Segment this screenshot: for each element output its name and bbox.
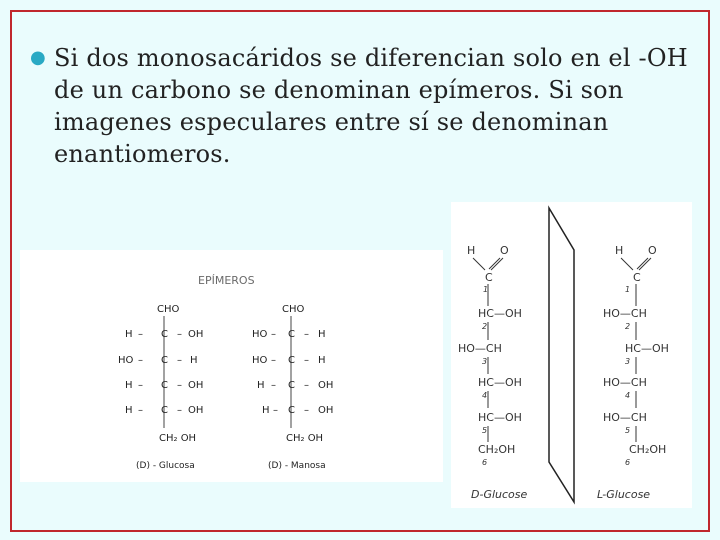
manosa-bottom: CH₂ OH xyxy=(286,433,324,444)
l-row-1: HO—CH xyxy=(603,307,647,320)
glucosa-r4-right: OH xyxy=(188,405,204,416)
manosa-r1-right: H xyxy=(318,329,326,340)
manosa-r3-right: OH xyxy=(318,380,334,391)
d-top-h: H xyxy=(467,244,476,257)
manosa-r2-left: HO xyxy=(252,355,268,366)
l-num-1: 1 xyxy=(625,285,631,294)
svg-text:–: – xyxy=(304,355,309,366)
glucosa-r4-c: C xyxy=(161,405,168,416)
svg-text:–: – xyxy=(177,329,182,340)
svg-text:–: – xyxy=(177,355,182,366)
manosa-label: (D) - Manosa xyxy=(268,461,326,471)
l-num-5: 5 xyxy=(625,426,631,435)
d-top-c: C xyxy=(485,271,493,284)
glucosa-r4-left: H xyxy=(125,405,133,416)
d-row-2: HO—CH xyxy=(458,342,502,355)
svg-text:–: – xyxy=(177,405,182,416)
svg-text:–: – xyxy=(273,405,278,416)
glucosa-top: CHO xyxy=(157,304,180,315)
bullet-text: Si dos monosacáridos se diferencian solo en el -OH de un carbono se denominan epímeros. Si son imagenes especulares entre sí se denominan enantiomeros. xyxy=(54,44,688,168)
manosa-r4-c: C xyxy=(288,405,295,416)
manosa-r3-left: H xyxy=(257,380,265,391)
enantiomeros-svg xyxy=(451,202,692,508)
glucosa-bottom: CH₂ OH xyxy=(159,433,197,444)
manosa-top: CHO xyxy=(282,304,305,315)
l-glucose-label: L-Glucose xyxy=(597,488,651,501)
svg-text:–: – xyxy=(304,329,309,340)
svg-text:–: – xyxy=(138,355,143,366)
glucosa-r2-right: H xyxy=(190,355,198,366)
svg-text:–: – xyxy=(271,329,276,340)
epimeros-svg xyxy=(20,250,443,482)
d-row-1: HC—OH xyxy=(478,307,522,320)
svg-text:–: – xyxy=(177,380,182,391)
glucosa-r1-right: OH xyxy=(188,329,204,340)
d-row-4: HC—OH xyxy=(478,411,522,424)
l-glucose-structure xyxy=(597,244,669,501)
d-row-3: HC—OH xyxy=(478,376,522,389)
epimeros-title: EPÍMEROS xyxy=(198,274,255,287)
l-num-6: 6 xyxy=(625,458,631,467)
d-num-6: 6 xyxy=(482,458,488,467)
svg-text:–: – xyxy=(271,355,276,366)
svg-text:–: – xyxy=(138,405,143,416)
svg-text:–: – xyxy=(138,329,143,340)
glucosa-label: (D) - Glucosa xyxy=(136,461,195,471)
glucosa-r3-left: H xyxy=(125,380,133,391)
manosa-r1-left: HO xyxy=(252,329,268,340)
l-top-c: C xyxy=(633,271,641,284)
bullet-item xyxy=(30,42,690,170)
svg-text:–: – xyxy=(304,405,309,416)
glucosa-r3-right: OH xyxy=(188,380,204,391)
d-num-1: 1 xyxy=(483,285,489,294)
d-num-2: 2 xyxy=(482,322,488,331)
mirror-plane xyxy=(549,208,574,502)
manosa-r3-c: C xyxy=(288,380,295,391)
manosa-r4-right: OH xyxy=(318,405,334,416)
glucosa-r2-c: C xyxy=(161,355,168,366)
d-glucose-label: D-Glucose xyxy=(471,488,528,501)
d-row-5: CH₂OH xyxy=(478,443,516,456)
l-top-o: O xyxy=(648,244,657,257)
glucosa-r3-c: C xyxy=(161,380,168,391)
d-glucose-structure xyxy=(458,244,528,501)
d-top-o: O xyxy=(500,244,509,257)
glucosa-structure xyxy=(118,304,203,471)
glucosa-r1-left: H xyxy=(125,329,133,340)
d-num-5: 5 xyxy=(482,426,488,435)
manosa-r2-right: H xyxy=(318,355,326,366)
epimeros-figure xyxy=(20,250,443,482)
svg-text:–: – xyxy=(271,380,276,391)
manosa-r2-c: C xyxy=(288,355,295,366)
l-row-4: HO—CH xyxy=(603,411,647,424)
bullet-icon: ● xyxy=(30,47,46,68)
l-top-h: H xyxy=(615,244,624,257)
manosa-structure xyxy=(252,304,333,471)
enantiomeros-figure xyxy=(451,202,692,508)
manosa-r4-left: H xyxy=(262,405,270,416)
l-num-2: 2 xyxy=(625,322,631,331)
svg-text:–: – xyxy=(304,380,309,391)
l-row-2: HC—OH xyxy=(625,342,669,355)
manosa-r1-c: C xyxy=(288,329,295,340)
svg-text:–: – xyxy=(138,380,143,391)
d-num-4: 4 xyxy=(482,391,488,400)
l-row-3: HO—CH xyxy=(603,376,647,389)
l-num-3: 3 xyxy=(625,357,631,366)
l-row-5: CH₂OH xyxy=(629,443,667,456)
glucosa-r2-left: HO xyxy=(118,355,134,366)
l-num-4: 4 xyxy=(625,391,631,400)
d-num-3: 3 xyxy=(482,357,488,366)
glucosa-r1-c: C xyxy=(161,329,168,340)
